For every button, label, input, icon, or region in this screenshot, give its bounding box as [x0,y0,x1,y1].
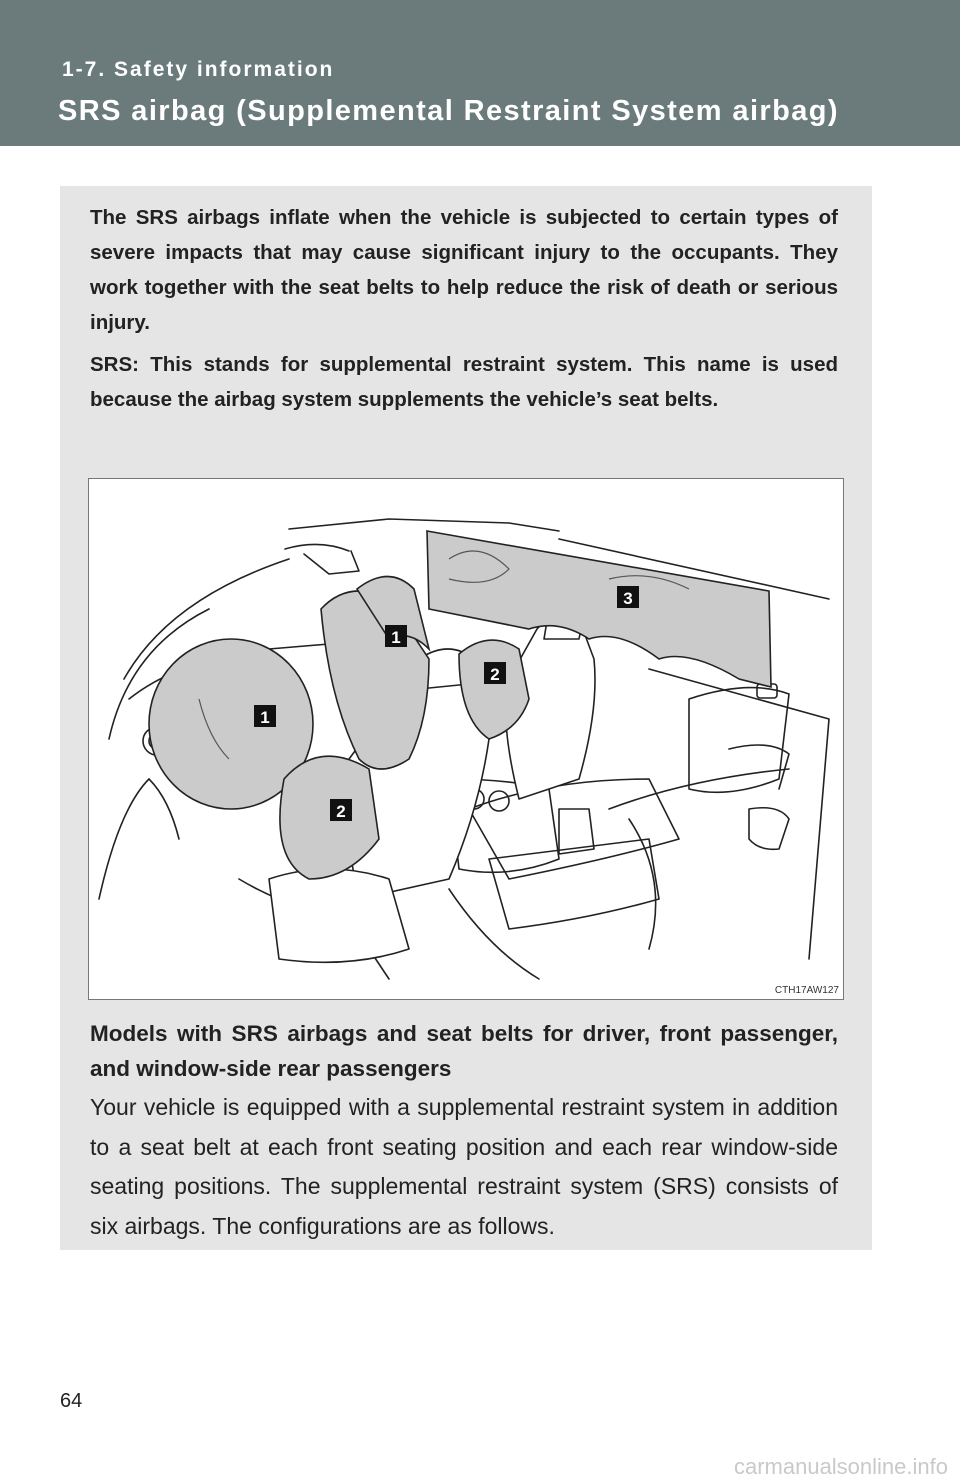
airbag-diagram [88,478,844,1000]
car-interior-illustration [89,479,843,999]
callout-1b: 1 [391,628,401,647]
callout-3: 3 [623,589,633,608]
callout-2b: 2 [336,802,346,821]
figure-code: CTH17AW127 [774,985,839,996]
section-heading: Models with SRS airbags and seat belts for driver, front passenger, and window-side rear passengers [90,1021,838,1081]
header-bar [0,0,960,146]
callout-1a: 1 [260,708,270,727]
section-label: 1-7. Safety information [62,58,335,81]
callout-2a: 2 [490,665,500,684]
section-body: Your vehicle is equipped with a supplemental restraint system in addition to a seat belt at each front seating position and each rear window-side seating positions. The supplemental restraint system (SRS) consists of six airbags. The configurations are as follows. [90,1094,838,1239]
page-number: 64 [60,1390,83,1412]
intro-paragraph-2: SRS: This stands for supplemental restraint system. This name is used because the airbag system supplements the vehicle’s seat belts. [90,353,838,411]
page-title: SRS airbag (Supplemental Restraint System airbag) [58,95,839,127]
intro-paragraph-1: The SRS airbags inflate when the vehicle is subjected to certain types of severe impacts that may cause significant injury to the occupants. They work together with the seat belts to help reduce the risk of death or serious injury. [90,206,838,334]
watermark: carmanualsonline.info [733,1454,948,1479]
